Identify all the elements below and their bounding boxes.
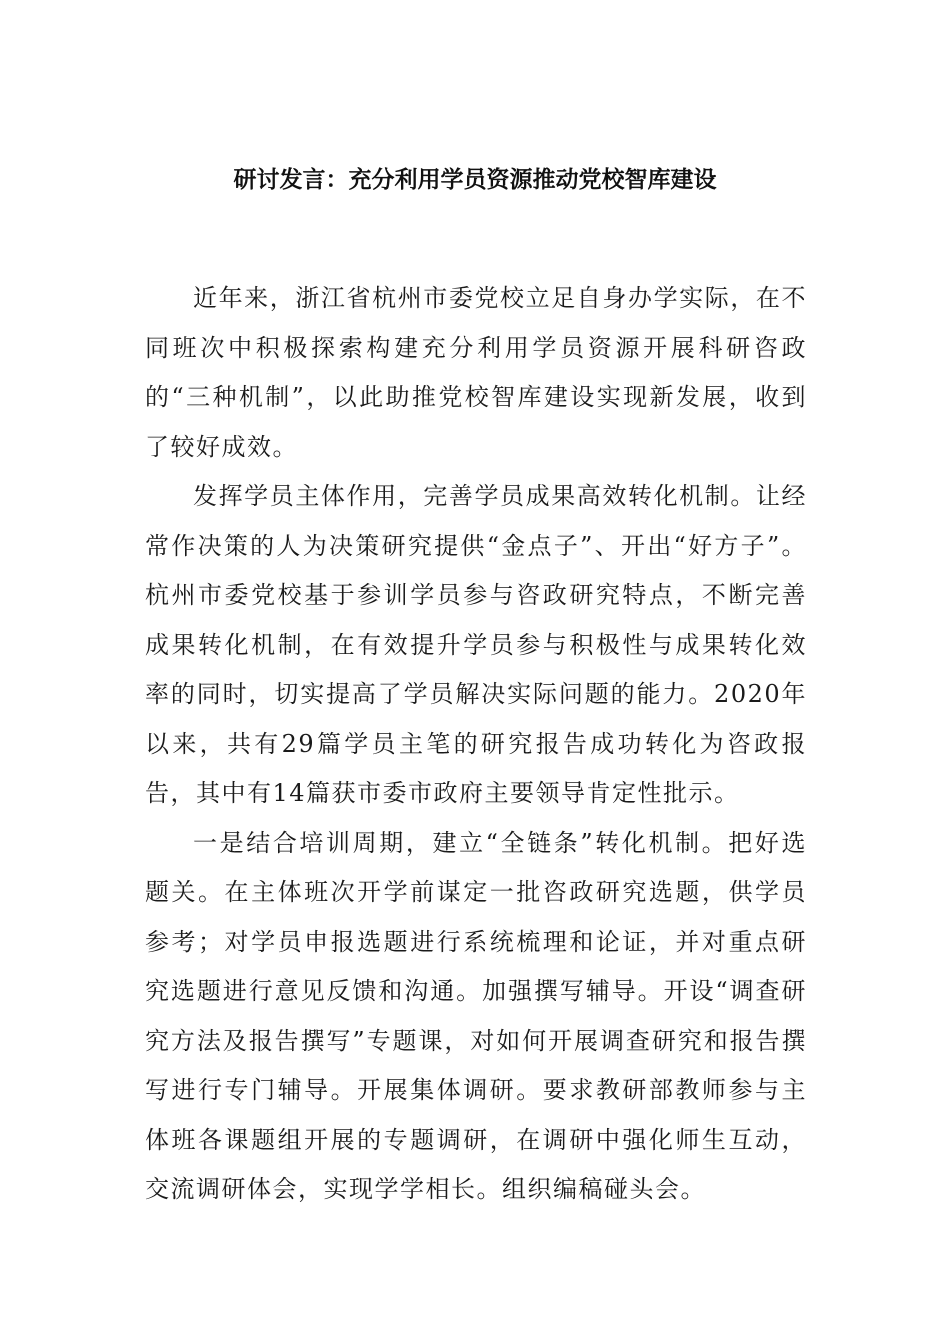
paragraph-full-chain: 一是结合培训周期，建立“全链条”转化机制。把好选题关。在主体班次开学前谋定一批咨政研究选题，供学员参考；对学员申报选题进行系统梳理和论证，并对重点研究选题进行意见反馈和沟通。加强撰写辅导。开设“调查研究方法及报告撰写”专题课，对如何开展调查研究和报告撰写进行专门辅导。开展集体调研。要求教研部教师参与主体班各课题组开展的专题调研，在调研中强化师生互动，交流调研体会，实现学学相长。组织编稿碰头会。 bbox=[145, 828, 807, 1203]
document-body bbox=[145, 274, 807, 1215]
paragraph-mechanism: 发挥学员主体作用，完善学员成果高效转化机制。让经常作决策的人为决策研究提供“金点子”、开出“好方子”。杭州市委党校基于参训学员参与咨政研究特点，不断完善成果转化机制，在有效提升学员参与积极性与成果转化效率的同时，切实提高了学员解决实际问题的能力。2020年以来，共有29篇学员主笔的研究报告成功转化为咨政报告，其中有14篇获市委市政府主要领导肯定性批示。 bbox=[145, 482, 807, 807]
paragraph-intro: 近年来，浙江省杭州市委党校立足自身办学实际，在不同班次中积极探索构建充分利用学员资源开展科研咨政的“三种机制”，以此助推党校智库建设实现新发展，收到了较好成效。 bbox=[145, 284, 807, 461]
document-title: 研讨发言：充分利用学员资源推动党校智库建设 bbox=[233, 167, 717, 193]
